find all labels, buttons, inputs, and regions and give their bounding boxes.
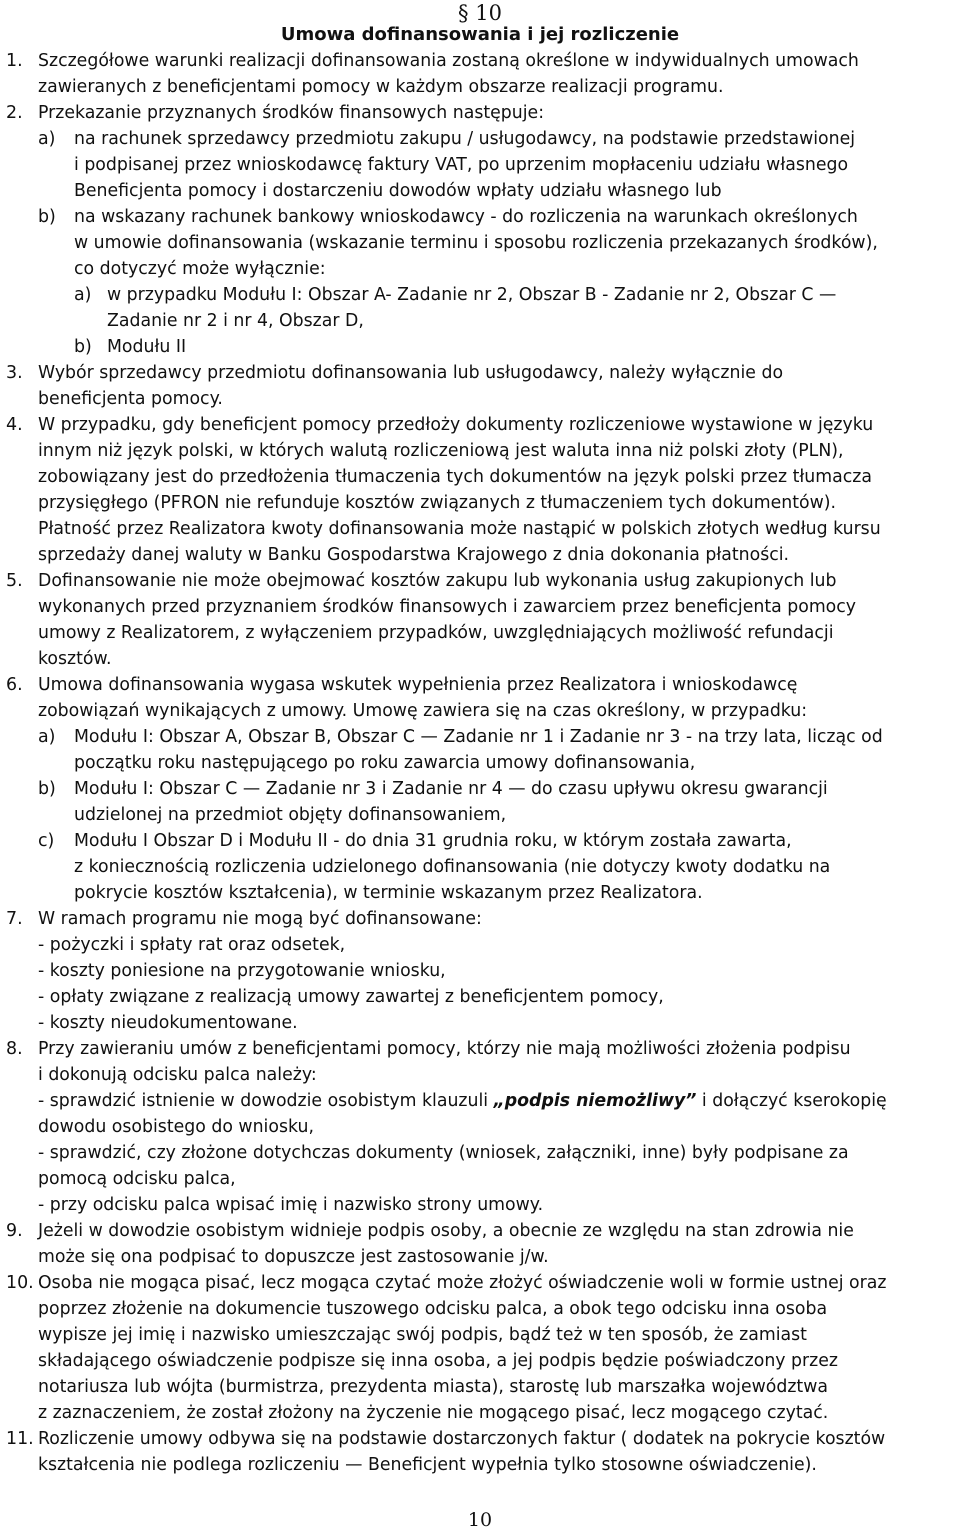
list-item-9 [0,1218,960,1270]
text-line: Szczegółowe warunki realizacji dofinansowania zostaną określone w indywidualnych umowach [38,51,859,71]
text-line: - pożyczki i spłaty rat oraz odsetek, [38,935,346,955]
sub-item-2b-b [0,334,960,360]
text-line: w przypadku Modułu I: Obszar A- Zadanie nr 2, Obszar B - Zadanie nr 2, Obszar C — [107,285,837,305]
list-item-1 [0,48,960,100]
text-line: beneficjenta pomocy. [38,389,223,409]
text-line: Płatność przez Realizatora kwoty dofinansowania może nastąpić w polskich złotych według kursu [38,519,881,539]
sub-item-6b [0,776,960,828]
text-line: Modułu I: Obszar A, Obszar B, Obszar C — Zadanie nr 1 i Zadanie nr 3 - na trzy lata, licząc od [74,727,883,747]
item-number: 4. [6,415,23,435]
item-number: 7. [6,909,23,929]
text-line: składającego oświadczenie podpisze się inna osoba, a jej podpis będzie poświadczony przez [38,1351,838,1371]
text-line: i podpisanej przez wnioskodawcę faktury VAT, po uprzenim mopłaceniu udziału własnego [74,155,849,175]
text-line: Modułu I Obszar D i Modułu II - do dnia 31 grudnia roku, w którym została zawarta, [74,831,792,851]
item-number: 8. [6,1039,23,1059]
text-line: Rozliczenie umowy odbywa się na podstawie dostarczonych faktur ( dodatek na pokrycie kosztów [38,1429,886,1449]
text-line: poprzez złożenie na dokumencie tuszowego odcisku palca, a obok tego odcisku inna osoba [38,1299,828,1319]
sub-item-letter: c) [38,831,55,851]
item-number: 1. [6,51,23,71]
sub-item-letter: b) [38,207,56,227]
text-line: Przy zawieraniu umów z beneficjentami pomocy, którzy nie mają możliwości złożenia podpisu [38,1039,851,1059]
text-line: W przypadku, gdy beneficjent pomocy przedłoży dokumenty rozliczeniowe wystawione w języku [38,415,874,435]
text-line: na wskazany rachunek bankowy wnioskodawcy - do rozliczenia na warunkach określonych [74,207,858,227]
text-line: - opłaty związane z realizacją umowy zawartej z beneficjentem pomocy, [38,987,664,1007]
text-line: innym niż język polski, w których walutą rozliczeniową jest waluta inna niż polski złoty (PLN), [38,441,844,461]
text-line: pokrycie kosztów kształcenia), w terminie wskazanym przez Realizatora. [74,883,703,903]
text-line: udzielonej na przedmiot objęty dofinansowaniem, [74,805,507,825]
sub-item-letter: a) [74,285,92,305]
list-item-8 [0,1036,960,1218]
text-line: w umowie dofinansowania (wskazanie terminu i sposobu rozliczenia przekazanych środków), [74,233,878,253]
text-line: Dofinansowanie nie może obejmować kosztów zakupu lub wykonania usług zakupionych lub [38,571,837,591]
document-body [0,48,960,1478]
text-line: Przekazanie przyznanych środków finansowych następuje: [38,103,545,123]
text-line: Beneficjenta pomocy i dostarczeniu dowodów wpłaty udziału własnego lub [74,181,722,201]
item-number: 9. [6,1221,23,1241]
text-line: Modułu I: Obszar C — Zadanie nr 3 i Zadanie nr 4 — do czasu upływu okresu gwarancji [74,779,828,799]
text-line: kosztów. [38,649,112,669]
list-item-2 [0,100,960,126]
text-line: zobowiązany jest do przedłożenia tłumaczenia tych dokumentów na język polski przez tłumacza [38,467,872,487]
text-line: sprzedaży danej waluty w Banku Gospodarstwa Krajowego z dnia dokonania płatności. [38,545,790,565]
text-line: - koszty nieudokumentowane. [38,1013,298,1033]
text-line: Wybór sprzedawcy przedmiotu dofinansowania lub usługodawcy, należy wyłącznie do [38,363,784,383]
sub-item-6c [0,828,960,906]
text-line: Umowa dofinansowania wygasa wskutek wypełnienia przez Realizatora i wnioskodawcę [38,675,798,695]
text-line: - sprawdzić, czy złożone dotychczas dokumenty (wniosek, załączniki, inne) były podpisane za [38,1143,849,1163]
text-line: wykonanych przed przyznaniem środków finansowych i zawarciem przez beneficjenta pomocy [38,597,857,617]
text-line: zawieranych z beneficjentami pomocy w każdym obszarze realizacji programu. [38,77,724,97]
list-item-10 [0,1270,960,1426]
sub-item-2b [0,204,960,282]
text-line: Jeżeli w dowodzie osobistym widnieje podpis osoby, a obecnie ze względu na stan zdrowia nie [38,1221,854,1241]
text-segment: - sprawdzić istnienie w dowodzie osobistym klauzuli [38,1091,494,1111]
item-number: 10. [6,1273,34,1293]
list-item-3 [0,360,960,412]
list-item-4 [0,412,960,568]
list-item-5 [0,568,960,672]
section-number: § 10 [458,1,502,25]
sub-item-2a [0,126,960,204]
sub-item-6a [0,724,960,776]
text-line: z zaznaczeniem, że został złożony na życzenie nie mogącego pisać, lecz mogącego czytać. [38,1403,829,1423]
text-line: pomocą odcisku palca, [38,1169,236,1189]
text-segment: i dołączyć kserokopię [696,1091,887,1111]
item-number: 2. [6,103,23,123]
item-number: 11. [6,1429,34,1449]
text-line: W ramach programu nie mogą być dofinansowane: [38,909,482,929]
list-item-11 [0,1426,960,1478]
text-line: przysięgłego (PFRON nie refunduje kosztów związanych z tłumaczeniem tych dokumentów). [38,493,837,513]
list-item-6 [0,672,960,724]
text-line: początku roku następującego po roku zawarcia umowy dofinansowania, [74,753,696,773]
text-line: dowodu osobistego do wniosku, [38,1117,314,1137]
item-number: 3. [6,363,23,383]
sub-item-letter: b) [38,779,56,799]
text-line: notariusza lub wójta (burmistrza, prezydenta miasta), starostę lub marszałka województwa [38,1377,828,1397]
text-line: na rachunek sprzedawcy przedmiotu zakupu / usługodawcy, na podstawie przedstawionej [74,129,856,149]
sub-item-2b-a [0,282,960,334]
text-line: - koszty poniesione na przygotowanie wniosku, [38,961,446,981]
text-line: i dokonują odcisku palca należy: [38,1065,317,1085]
text-line: Zadanie nr 2 i nr 4, Obszar D, [107,311,364,331]
list-item-7 [0,906,960,1036]
sub-item-letter: a) [38,727,56,747]
text-line: co dotyczyć może wyłącznie: [74,259,326,279]
sub-item-letter: b) [74,337,92,357]
text-line: kształcenia nie podlega rozliczeniu — Beneficjent wypełnia tylko stosowne oświadczenie). [38,1455,817,1475]
clause-emphasis: „podpis niemożliwy” [493,1091,697,1111]
text-line: Modułu II [107,337,187,357]
text-line: - przy odcisku palca wpisać imię i nazwisko strony umowy. [38,1195,544,1215]
page-title: Umowa dofinansowania i jej rozliczenie [280,24,680,45]
text-line: zobowiązań wynikających z umowy. Umowę zawiera się na czas określony, w przypadku: [38,701,808,721]
text-line: może się ona podpisać to dopuszcze jest zastosowanie j/w. [38,1247,549,1267]
text-line [38,1088,960,1114]
item-number: 5. [6,571,23,591]
item-number: 6. [6,675,23,695]
page-number: 10 [467,1509,493,1531]
text-line: umowy z Realizatorem, z wyłączeniem przypadków, uwzględniających możliwość refundacji [38,623,834,643]
text-line: Osoba nie mogąca pisać, lecz mogąca czytać może złożyć oświadczenie woli w formie ustnej oraz [38,1273,887,1293]
text-line: wypisze jej imię i nazwisko umieszczając swój podpis, bądź też w ten sposób, że zamiast [38,1325,807,1345]
text-line: z koniecznością rozliczenia udzielonego dofinansowania (nie dotyczy kwoty dodatku na [74,857,831,877]
sub-item-letter: a) [38,129,56,149]
